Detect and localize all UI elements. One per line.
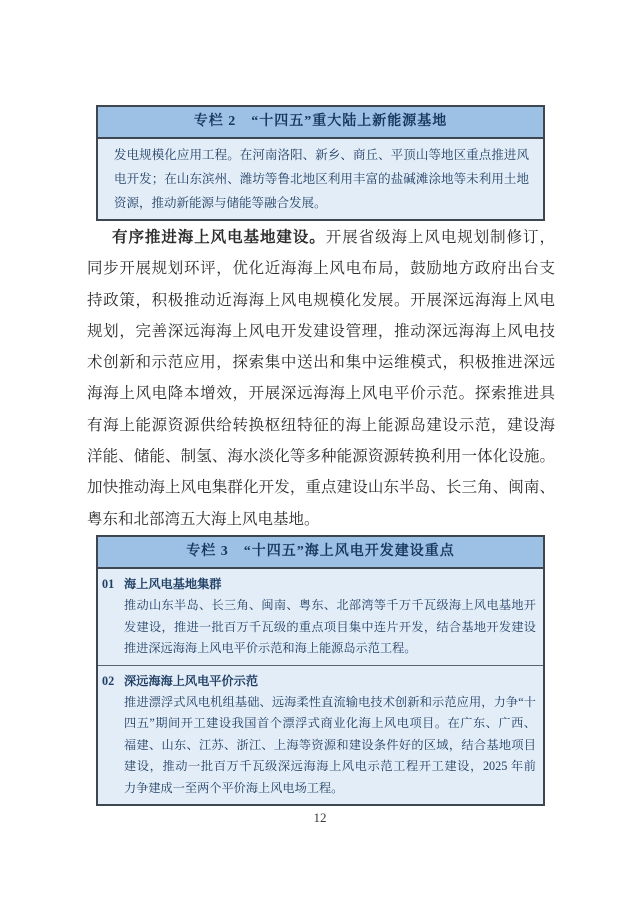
paragraph-bold-lead: 有序推进海上风电基地建设。 — [112, 229, 326, 246]
body-paragraph — [87, 222, 555, 535]
text-line: 四五”期间开工建设我国首个漂浮式商业化海上风电项目。在广东、广西、 — [124, 716, 536, 730]
column-box-offshore-body — [98, 569, 543, 804]
text-line: 规划，完善深远海海上风电开发建设管理，推动深远海海上风电技 — [87, 322, 555, 340]
text-line: 力争建成一至两个平价海上风电场工程。 — [124, 780, 344, 795]
text-line: 术创新和示范应用，探索集中送出和集中运维模式，积极推进深远 — [87, 354, 555, 372]
column-box-onshore — [96, 105, 545, 221]
text-line: 推进深远海海上风电平价示范和海上能源岛示范工程。 — [124, 641, 417, 655]
paragraph-lines — [87, 253, 555, 535]
column-box-onshore-body — [98, 139, 543, 219]
text-line: 粤东和北部湾五大海上风电基地。 — [87, 510, 320, 528]
column-box-offshore — [96, 535, 545, 806]
offshore-item-1-heading: 海上风电基地集群 — [124, 577, 222, 591]
offshore-item-2-number: 02 — [102, 673, 115, 688]
offshore-item-2-heading: 深远海海上风电平价示范 — [124, 673, 259, 688]
paragraph-line — [87, 222, 555, 253]
text-line: 推进漂浮式风电机组基础、远海柔性直流输电技术创新和示范应用，力争“十 — [124, 694, 536, 709]
offshore-item-1-title — [102, 573, 538, 595]
text-line: 发建设，推进一批百万千瓦级的重点项目集中连片开发，结合基地开发建设 — [124, 619, 536, 634]
text-line: 有海上能源资源供给转换枢纽特征的海上能源岛建设示范，建设海 — [87, 416, 555, 434]
text-line: 发电规模化应用工程。在河南洛阳、新乡、商丘、平顶山等地区重点推进风 — [114, 148, 529, 162]
text-line: 电开发；在山东滨州、潍坊等鲁北地区利用丰富的盐碱滩涂地等未利用土地 — [114, 172, 529, 186]
page-number: 12 — [313, 810, 327, 825]
column-box-offshore-title: 专栏 3 “十四五”海上风电开发建设重点 — [98, 537, 543, 569]
paragraph-line1-rest: 开展省级海上风电规划制修订， — [325, 229, 555, 246]
offshore-item-1-number: 01 — [102, 577, 115, 591]
text-line: 持政策，积极推动近海海上风电规模化发展。开展深远海海上风电 — [87, 291, 555, 309]
text-line: 同步开展规划环评，优化近海海上风电布局，鼓励地方政府出台支 — [87, 260, 555, 278]
text-line: 海海上风电降本增效，开展深远海海上风电平价示范。探索推进具 — [87, 385, 555, 403]
text-line: 加快推动海上风电集群化开发，重点建设山东半岛、长三角、闽南、 — [87, 479, 555, 497]
offshore-item-2-body — [124, 692, 536, 800]
text-line: 推动山东半岛、长三角、闽南、粤东、北部湾等千万千瓦级海上风电基地开 — [124, 598, 536, 612]
offshore-item-2 — [98, 666, 543, 805]
text-line: 建设，推动一批百万千瓦级深远海海上风电示范工程开工建设，2025 年前 — [124, 759, 536, 773]
column-box-onshore-title: 专栏 2 “十四五”重大陆上新能源基地 — [98, 107, 543, 139]
offshore-item-2-title — [102, 670, 538, 692]
text-line: 福建、山东、江苏、浙江、上海等资源和建设条件好的区域，结合基地项目 — [124, 737, 536, 752]
text-line: 洋能、储能、制氢、海水淡化等多种能源资源转换利用一体化设施。 — [87, 448, 555, 466]
offshore-item-1-body — [124, 595, 536, 660]
text-line: 资源，推动新能源与储能等融合发展。 — [114, 196, 327, 210]
offshore-item-1 — [98, 569, 543, 665]
